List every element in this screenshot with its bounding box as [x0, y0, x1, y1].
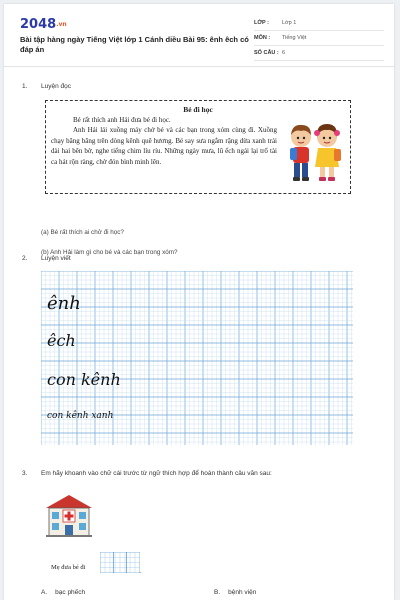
- site-logo[interactable]: [20, 17, 67, 32]
- fill-sentence: [51, 564, 85, 571]
- reading-passage-box: [45, 100, 351, 194]
- meta-row-count: [254, 46, 384, 61]
- page-header: [4, 4, 394, 67]
- children-illustration: [282, 119, 346, 189]
- sentence-period: .: [140, 569, 142, 575]
- meta-value: Lớp 1: [282, 20, 297, 26]
- meta-table: [254, 16, 384, 61]
- q2-title: Luyện viết: [41, 255, 71, 262]
- option-a[interactable]: [41, 589, 85, 596]
- passage-paragraph: Bé rất thích anh Hải đưa bé đi học.: [73, 116, 171, 124]
- worksheet-page: [4, 4, 394, 600]
- q1-title: Luyện đọc: [41, 83, 71, 90]
- q3-title: Em hãy khoanh vào chữ cái trước từ ngữ thích hợp để hoàn thành câu văn sau:: [41, 470, 272, 477]
- meta-row-grade: [254, 16, 384, 31]
- logo-suffix: .vn: [56, 21, 67, 28]
- option-letter: B.: [214, 589, 221, 596]
- passage-body: [51, 115, 277, 167]
- option-letter: A.: [41, 589, 48, 596]
- meta-key: MÔN :: [254, 35, 271, 41]
- meta-key: SỐ CÂU :: [254, 50, 279, 56]
- writing-grid: [41, 271, 353, 445]
- q3-number: 3.: [22, 470, 28, 477]
- q1-sub-question-b: (b) Anh Hải làm gì cho bé và các bạn trong xóm?: [41, 249, 178, 256]
- practice-word: con kênh: [47, 370, 121, 389]
- practice-word: êch: [47, 331, 76, 350]
- q1-number: 1.: [22, 83, 28, 90]
- answer-blank-grid[interactable]: [100, 552, 140, 573]
- meta-row-subject: [254, 31, 384, 46]
- passage-paragraph: Anh Hải lái xuồng máy chở bé và các bạn trong xóm cùng đi. Xuồng chạy băng băng trên dòng kênh quê hương. Bé say sưa ngắm rặng dừa xanh trải dài hai bên bờ, nghe tiếng chim líu ríu. Những ngày mưa, lũ ếch ngái lại trổ tài ca hát rộn ràng, chờ đón bình minh lên.: [51, 126, 277, 166]
- passage-title: Bé đi học: [183, 105, 213, 114]
- option-b[interactable]: [214, 589, 256, 596]
- sentence-text: Mẹ đưa bé đi: [51, 564, 86, 571]
- option-text: bạc phếch: [55, 589, 86, 596]
- logo-text: 2048: [20, 17, 57, 32]
- practice-word: ênh: [47, 293, 81, 314]
- practice-word: con kênh xanh: [47, 411, 114, 421]
- option-text: bệnh viện: [228, 589, 257, 596]
- hospital-icon: [44, 492, 94, 538]
- q2-number: 2.: [22, 255, 28, 262]
- meta-key: LỚP :: [254, 20, 269, 26]
- meta-value: Tiếng Việt: [282, 35, 307, 41]
- document-title: Bài tập hàng ngày Tiếng Việt lớp 1 Cánh diều Bài 95: ênh êch có đáp án: [20, 35, 249, 54]
- q1-sub-question-a: (a) Bé rất thích ai chở đi học?: [41, 229, 124, 236]
- meta-value: 6: [282, 50, 286, 56]
